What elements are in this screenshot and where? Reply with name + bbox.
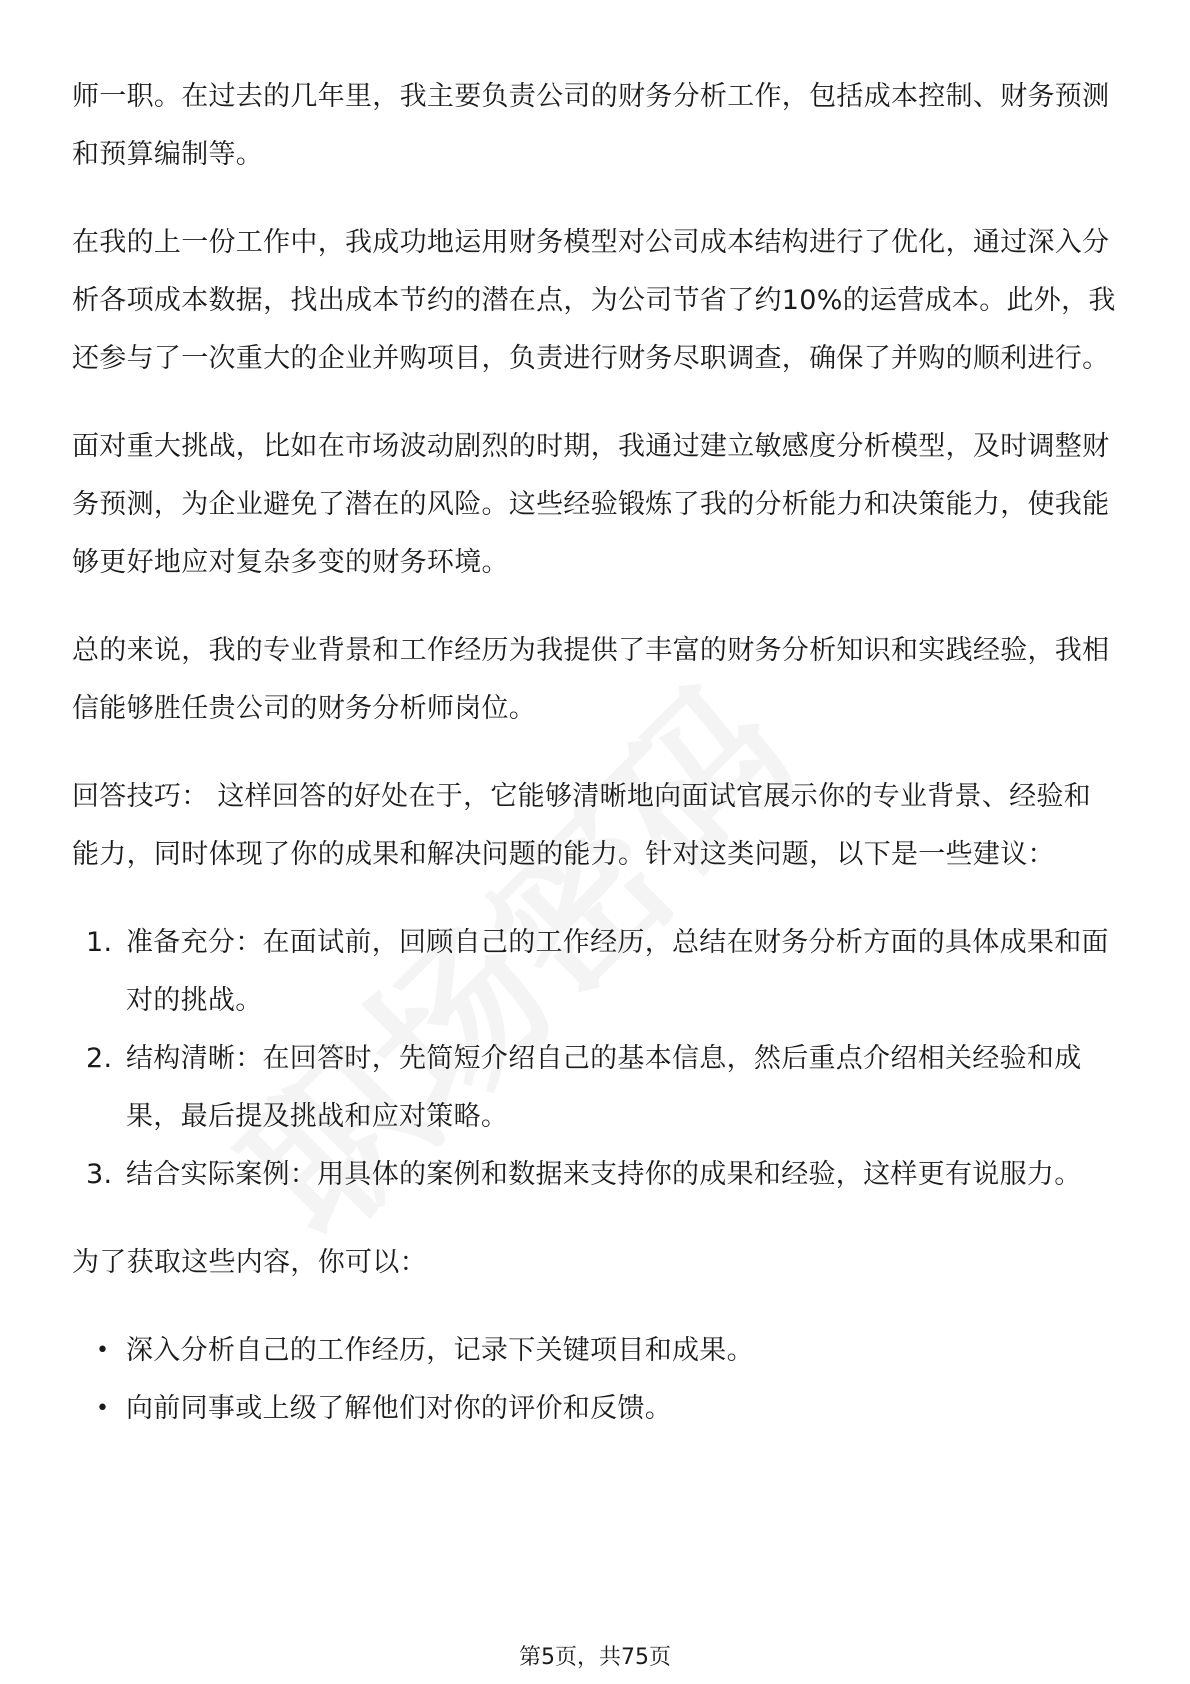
paragraph-4: 总的来说，我的专业背景和工作经历为我提供了丰富的财务分析知识和实践经验，我相信能够胜任贵公司的财务分析师岗位。 (72, 635, 1110, 724)
paragraph-3: 面对重大挑战，比如在市场波动剧烈的时期，我通过建立敏感度分析模型，及时调整财务预测，为企业避免了潜在的风险。这些经验锻炼了我的分析能力和决策能力，使我能够更好地应对复杂多变的财务环境。 (72, 431, 1110, 578)
list-item (72, 1030, 1118, 1146)
list-item-text: 向前同事或上级了解他们对你的评价和反馈。 (126, 1393, 672, 1424)
list-item (72, 1322, 1118, 1380)
list-marker: 1. (86, 927, 113, 958)
list-item (72, 1380, 1118, 1438)
bullet-list (72, 1322, 1118, 1438)
list-item (72, 1146, 1118, 1204)
paragraph-1: 师一职。在过去的几年里，我主要负责公司的财务分析工作，包括成本控制、财务预测和预算编制等。 (72, 81, 1110, 170)
list-item-text: 准备充分：在面试前，回顾自己的工作经历，总结在财务分析方面的具体成果和面对的挑战。 (126, 927, 1109, 1016)
bullet-icon: • (96, 1338, 110, 1363)
list-item-text: 深入分析自己的工作经历，记录下关键项目和成果。 (126, 1335, 754, 1366)
list-marker: 2. (86, 1043, 113, 1074)
list-item-text: 结合实际案例：用具体的案例和数据来支持你的成果和经验，这样更有说服力。 (126, 1159, 1082, 1190)
paragraph-2: 在我的上一份工作中，我成功地运用财务模型对公司成本结构进行了优化，通过深入分析各项成本数据，找出成本节约的潜在点，为公司节省了约10%的运营成本。此外，我还参与了一次重大的企业并购项目，负责进行财务尽职调查，确保了并购的顺利进行。 (72, 227, 1116, 374)
paragraph-after-list: 为了获取这些内容，你可以： (72, 1247, 427, 1278)
page-footer: 第5页，共75页 (519, 1645, 671, 1670)
list-item (72, 914, 1118, 1030)
paragraph-tips: 回答技巧： 这样回答的好处在于，它能够清晰地向面试官展示你的专业背景、经验和能力，同时体现了你的成果和解决问题的能力。针对这类问题，以下是一些建议： (72, 781, 1091, 870)
list-marker: 3. (86, 1159, 113, 1190)
document-body (72, 68, 1118, 1438)
numbered-list (72, 914, 1118, 1204)
bullet-icon: • (96, 1396, 110, 1421)
list-item-text: 结构清晰：在回答时，先简短介绍自己的基本信息，然后重点介绍相关经验和成果，最后提及挑战和应对策略。 (126, 1043, 1082, 1132)
